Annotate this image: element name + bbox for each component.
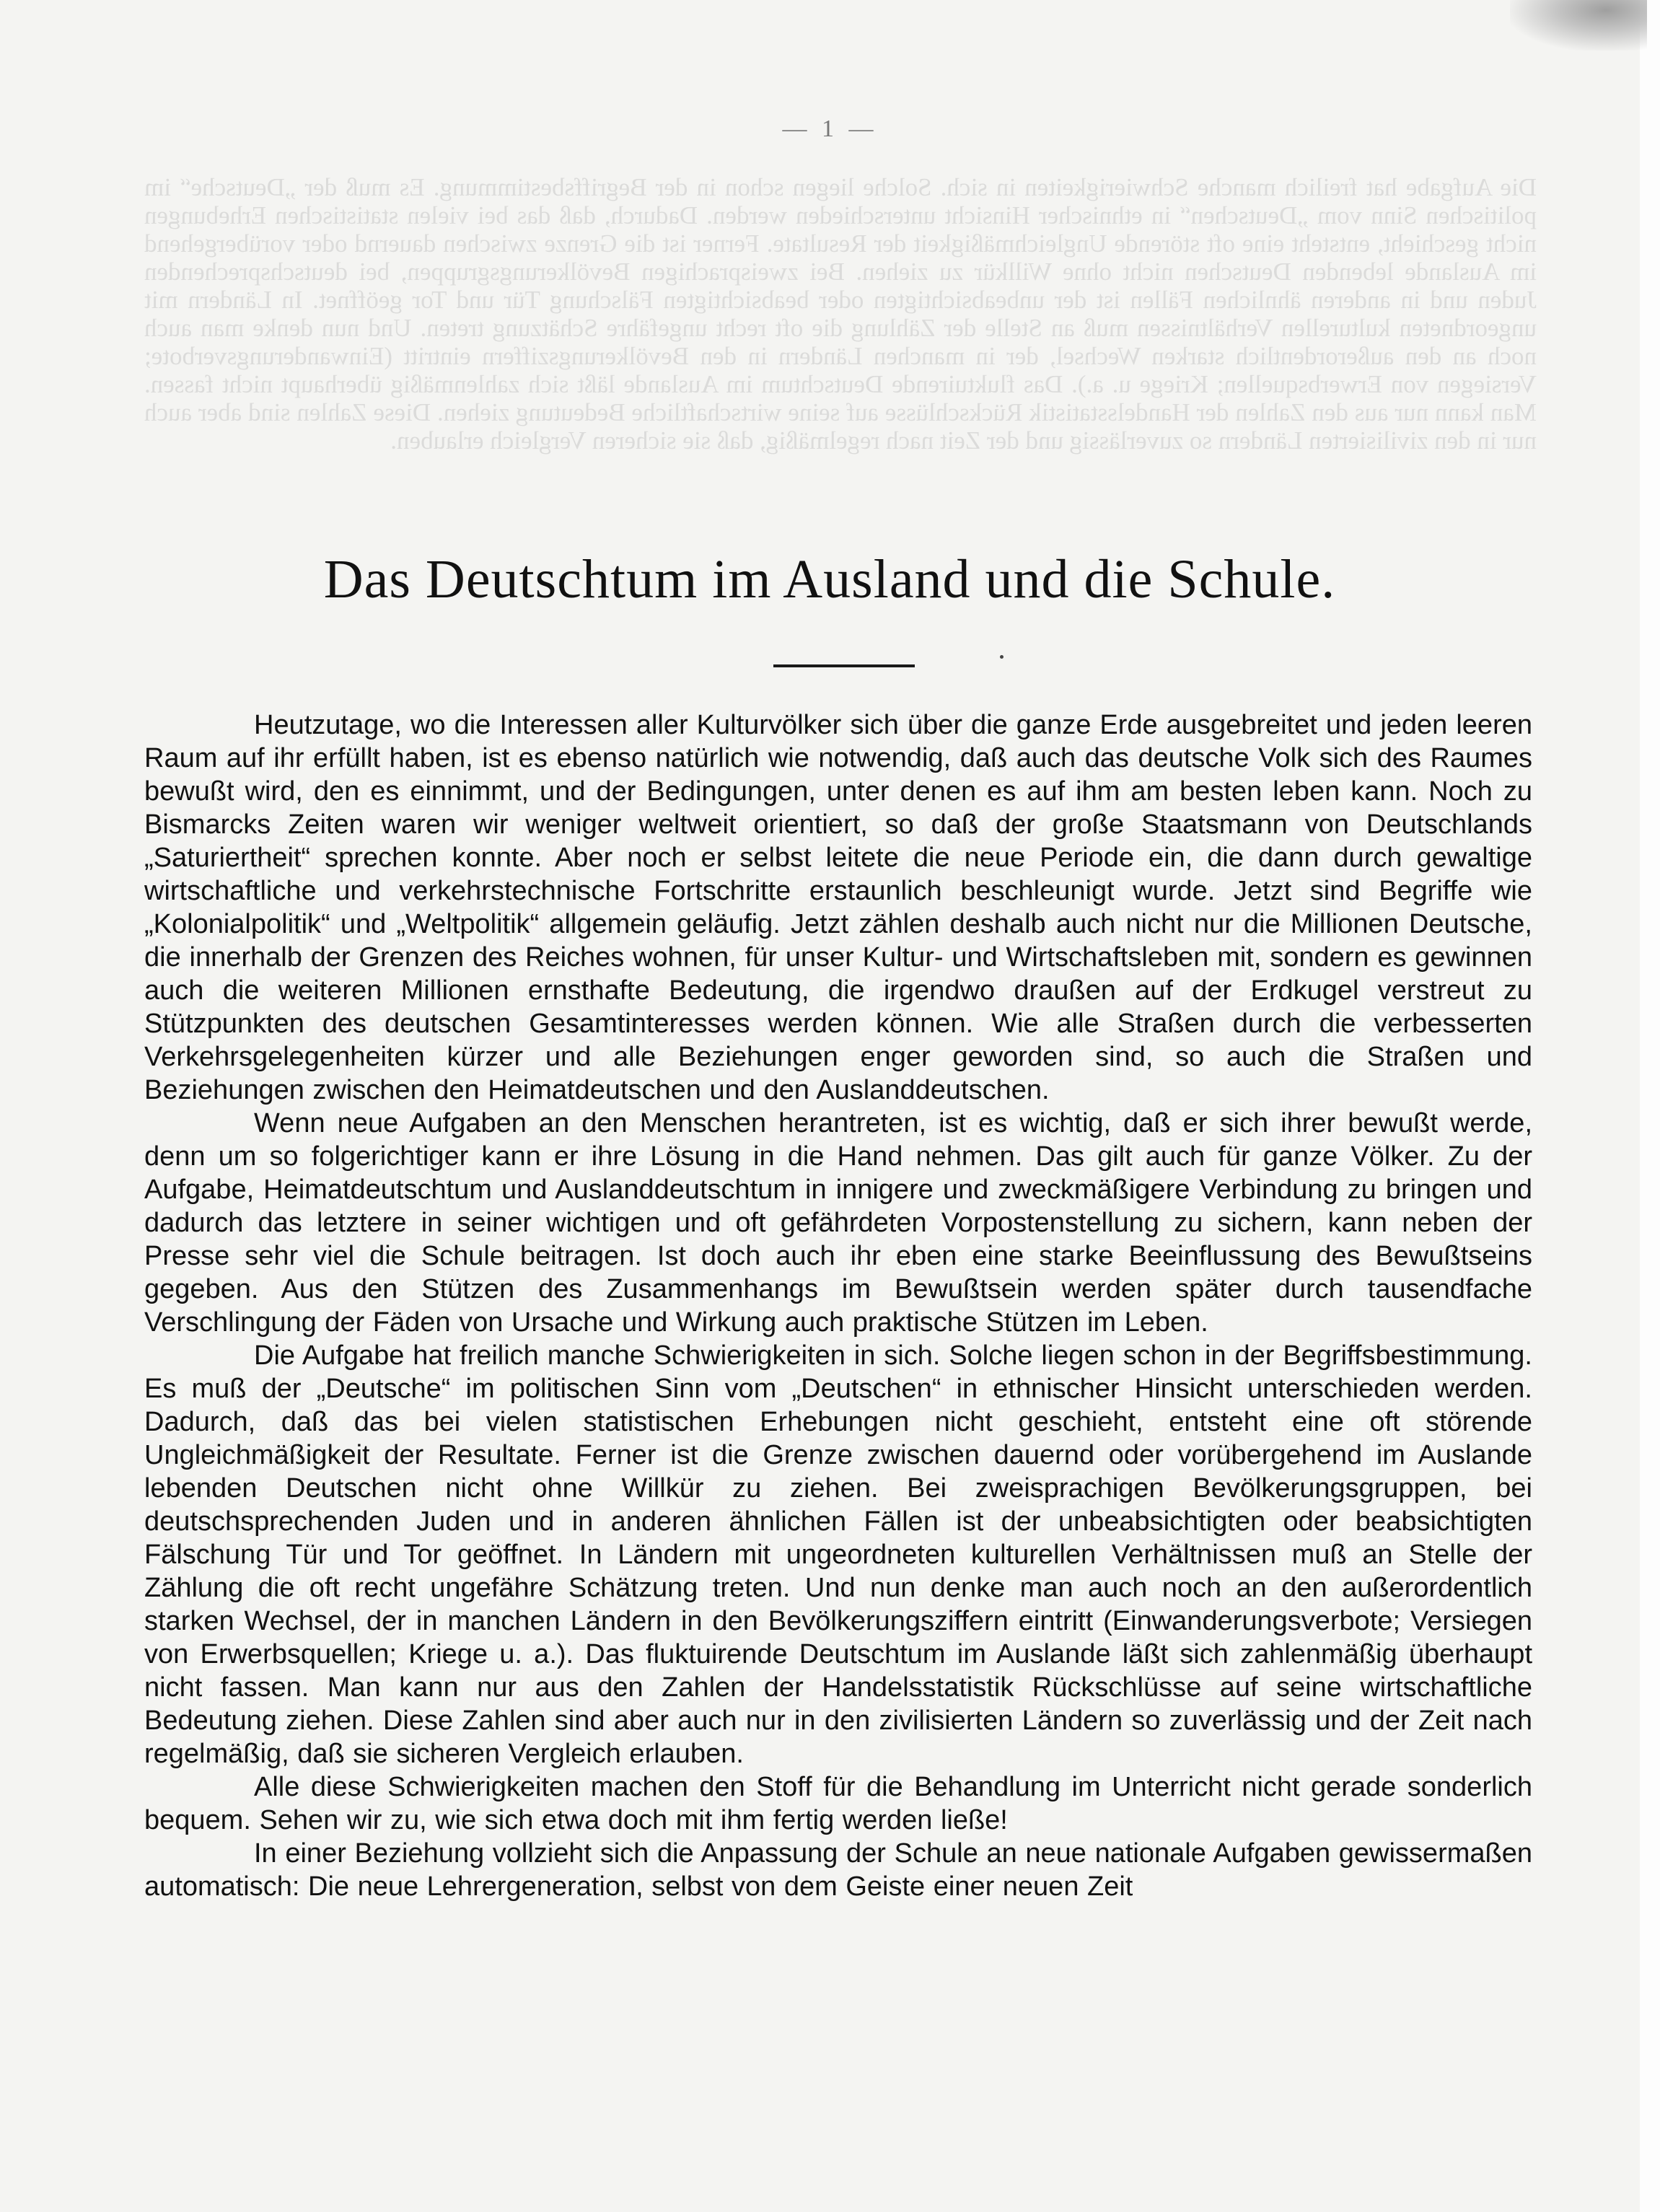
paragraph: Alle diese Schwierigkeiten machen den Stoff für die Behandlung im Unterricht nicht gerade sonderlich bequem. Sehen wir zu, wie sich etwa doch mit ihm fertig werden ließe! <box>144 1772 1532 1835</box>
paragraph: Heutzutage, wo die Interessen aller Kulturvölker sich über die ganze Erde ausgebreitet und jeden leeren Raum auf ihr erfüllt haben, ist es ebenso natürlich wie notwendig, daß auch das deutsche Volk sich des Raumes bewußt wird, den es einnimmt, und der Bedingungen, unter denen es auf ihm am besten leben kann. Noch zu Bismarcks Zeiten waren wir weniger weltweit orientiert, so daß der große Staatsmann von Deutschlands „Saturiertheit“ sprechen konnte. Aber noch er selbst leitete die neue Periode ein, die dann durch gewaltige wirtschaftliche und verkehrstechnische Fortschritte erstaunlich beschleunigt wurde. Jetzt sind Begriffe wie „Kolonialpolitik“ und „Weltpolitik“ allgemein geläufig. Jetzt zählen deshalb auch nicht nur die Millionen Deutsche, die innerhalb der Grenzen des Reiches wohnen, für unser Kultur- und Wirtschaftsleben mit, sondern es gewinnen auch die weiteren Millionen ernsthafte Bedeutung, die irgendwo draußen auf der Erdkugel verstreut zu Stützpunkten des deutschen Gesamtinteresses werden können. Wie alle Straßen durch die verbesserten Verkehrsgelegenheiten kürzer und alle Beziehungen enger geworden sind, so auch die Straßen und Beziehungen zwischen den Heimatdeutschen und den Auslanddeutschen. <box>144 710 1532 1105</box>
page-title: Das Deutschtum im Ausland und die Schule. <box>323 549 1336 610</box>
paragraph: Die Aufgabe hat freilich manche Schwierigkeiten in sich. Solche liegen schon in der Begriffsbestimmung. Es muß der „Deutsche“ im politischen Sinn vom „Deutschen“ in ethnischer Hinsicht unterschieden werden. Dadurch, daß das bei vielen statistischen Erhebungen nicht geschieht, entsteht eine oft störende Ungleichmäßigkeit der Resultate. Ferner ist die Grenze zwischen dauernd oder vorübergehend im Auslande lebenden Deutschen nicht ohne Willkür zu ziehen. Bei zweisprachigen Bevölkerungsgruppen, bei deutschsprechenden Juden und in anderen ähnlichen Fällen ist der unbeabsichtigten oder beabsichtigten Fälschung Tür und Tor geöffnet. In Ländern mit ungeordneten kulturellen Verhältnissen muß an Stelle der Zählung die oft recht ungefähre Schätzung treten. Und nun denke man auch noch an den außerordentlich starken Wechsel, der in manchen Ländern in den Bevölkerungsziffern eintritt (Einwanderungsverbote; Versiegen von Erwerbsquellen; Kriege u. a.). Das fluktuirende Deutschtum im Auslande läßt sich zahlenmäßig überhaupt nicht fassen. Man kann nur aus den Zahlen der Handelsstatistik Rückschlüsse auf seine wirtschaftliche Bedeutung ziehen. Diese Zahlen sind aber auch nur in den zivilisierten Ländern so zuverlässig und der Zeit nach regelmäßig, daß sie sicheren Vergleich erlauben. <box>144 1340 1532 1769</box>
article-body <box>144 708 1532 1903</box>
page-edge <box>1640 0 1660 2212</box>
ink-speck <box>1000 655 1004 659</box>
paragraph: In einer Beziehung vollzieht sich die Anpassung der Schule an neue nationale Aufgaben gewissermaßen automatisch: Die neue Lehrergeneration, selbst von dem Geiste einer neuen Zeit <box>144 1838 1532 1902</box>
paragraph: Wenn neue Aufgaben an den Menschen herantreten, ist es wichtig, daß er sich ihrer bewußt werde, denn um so folgerichtiger kann er ihre Lösung in die Hand nehmen. Das gilt auch für ganze Völker. Zu der Aufgabe, Heimatdeutschtum und Auslanddeutschtum in innigere und zweckmäßigere Verbindung zu bringen und dadurch das letztere in seiner wichtigen und oft gefährdeten Vorpostenstellung zu sichern, kann neben der Presse sehr viel die Schule beitragen. Ist doch auch ihr eben eine starke Beeinflussung des Bewußtseins gegeben. Aus den Stützen des Zusammenhangs im Bewußtsein werden später durch tausendfache Verschlingung der Fäden von Ursache und Wirkung auch praktische Stützen im Leben. <box>144 1108 1532 1338</box>
title-rule <box>773 664 915 667</box>
bleed-through-paragraph: Die Aufgabe hat freilich manche Schwierigkeiten in sich. Solche liegen schon in der Begriffsbestimmung. Es muß der „Deutsche“ im politischen Sinn vom „Deutschen“ in ethnischer Hinsicht unterschieden werden. Dadurch, daß das bei vielen statistischen Erhebungen nicht geschieht, entsteht eine oft störende Ungleichmäßigkeit der Resultate. Ferner ist die Grenze zwischen dauernd oder vorübergehend im Auslande lebenden Deutschen nicht ohne Willkür zu ziehen. Bei zweisprachigen Bevölkerungsgruppen, bei deutschsprechenden Juden und in anderen ähnlichen Fällen ist der unbeabsichtigten oder beabsichtigten Fälschung Tür und Tor geöffnet. In Ländern mit ungeordneten kulturellen Verhältnissen muß an Stelle der Zählung die oft recht ungefähre Schätzung treten. Und nun denke man auch noch an den außerordentlich starken Wechsel, der in manchen Ländern in den Bevölkerungsziffern eintritt (Einwanderungsverbote; Versiegen von Erwerbsquellen; Kriege u. a.). Das fluktuirende Deutschtum im Auslande läßt sich zahlenmäßig überhaupt nicht fassen. Man kann nur aus den Zahlen der Handelsstatistik Rückschlüsse auf seine wirtschaftliche Bedeutung ziehen. Diese Zahlen sind aber auch nur in den zivilisierten Ländern so zuverlässig und der Zeit nach regelmäßig, daß sie sicheren Vergleich erlauben. <box>144 173 1537 455</box>
corner-smudge <box>1510 0 1647 51</box>
page-number: — 1 — <box>782 115 878 142</box>
